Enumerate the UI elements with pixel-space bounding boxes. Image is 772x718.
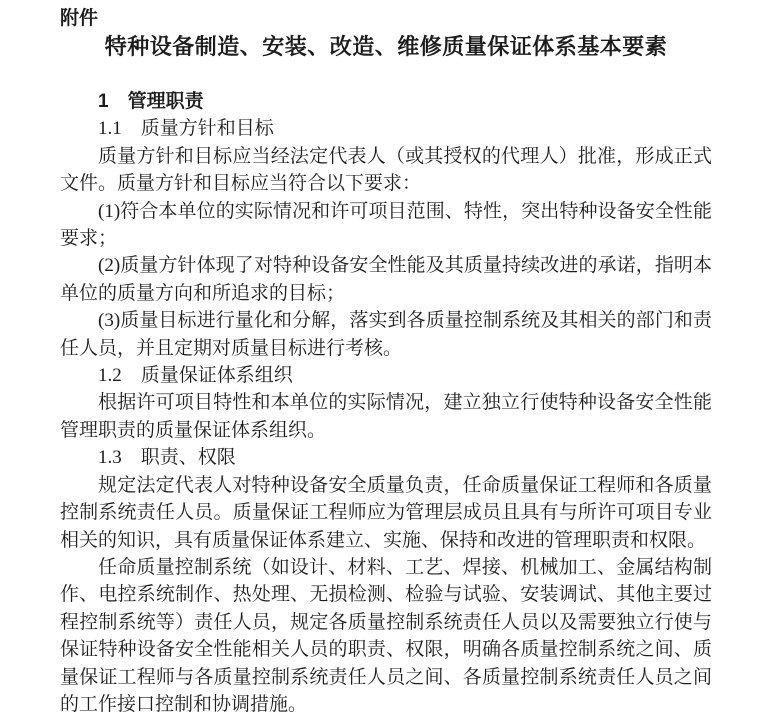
paragraph-qa-system-organization: 根据许可项目特性和本单位的实际情况，建立独立行使特种设备安全性能管理职责的质量保证体系组织。 [60, 392, 712, 441]
paragraph-requirement-item-1: (1)符合本单位的实际情况和许可项目范围、特性，突出特种设备安全性能要求； [60, 200, 712, 250]
paragraph-requirement-item-2: (2)质量方针体现了对特种设备安全性能及其质量持续改进的承诺，指明本单位的质量方向和所追求的目标； [60, 255, 712, 304]
heading-1-1-quality-policy-and-objectives: 1.1 质量方针和目标 [98, 118, 274, 140]
heading-1-3-duties-and-authority: 1.3 职责、权限 [98, 447, 236, 469]
paragraph-quality-policy-intro: 质量方针和目标应当经法定代表人（或其授权的代理人）批准，形成正式文件。质量方针和目标应当符合以下要求： [60, 145, 712, 195]
document-title: 特种设备制造、安装、改造、维修质量保证体系基本要素 [104, 34, 668, 59]
paragraph-requirement-item-3: (3)质量目标进行量化和分解，落实到各质量控制系统及其相关的部门和责任人员，并且定期对质量目标进行考核。 [60, 310, 712, 359]
heading-1-2-qa-system-organization: 1.2 质量保证体系组织 [98, 365, 293, 387]
paragraph-quality-control-systems-appointment: 任命质量控制系统（如设计、材料、工艺、焊接、机械加工、金属结构制作、电控系统制作、热处理、无损检测、检验与试验、安装调试、其他主要过程控制系统等）责任人员，规定各质量控制系统责任人员以及需要独立行使与保证特种设备安全性能相关人员的职责、权限，明确各质量控制系统之间、质量保证工程师与各质量控制系统责任人员之间、各质量控制系统责任人员之间的工作接口控制和协调措施。 [60, 556, 712, 715]
heading-1-management-duties: 1 管理职责 [98, 91, 204, 112]
attachment-label: 附件 [60, 8, 99, 29]
paragraph-duties-and-authority: 规定法定代表人对特种设备安全质量负责，任命质量保证工程师和各质量控制系统责任人员。质量保证工程师应为管理层成员且具有与所许可项目专业相关的知识，具有质量保证体系建立、实施、保持和改进的管理职责和权限。 [60, 474, 712, 551]
